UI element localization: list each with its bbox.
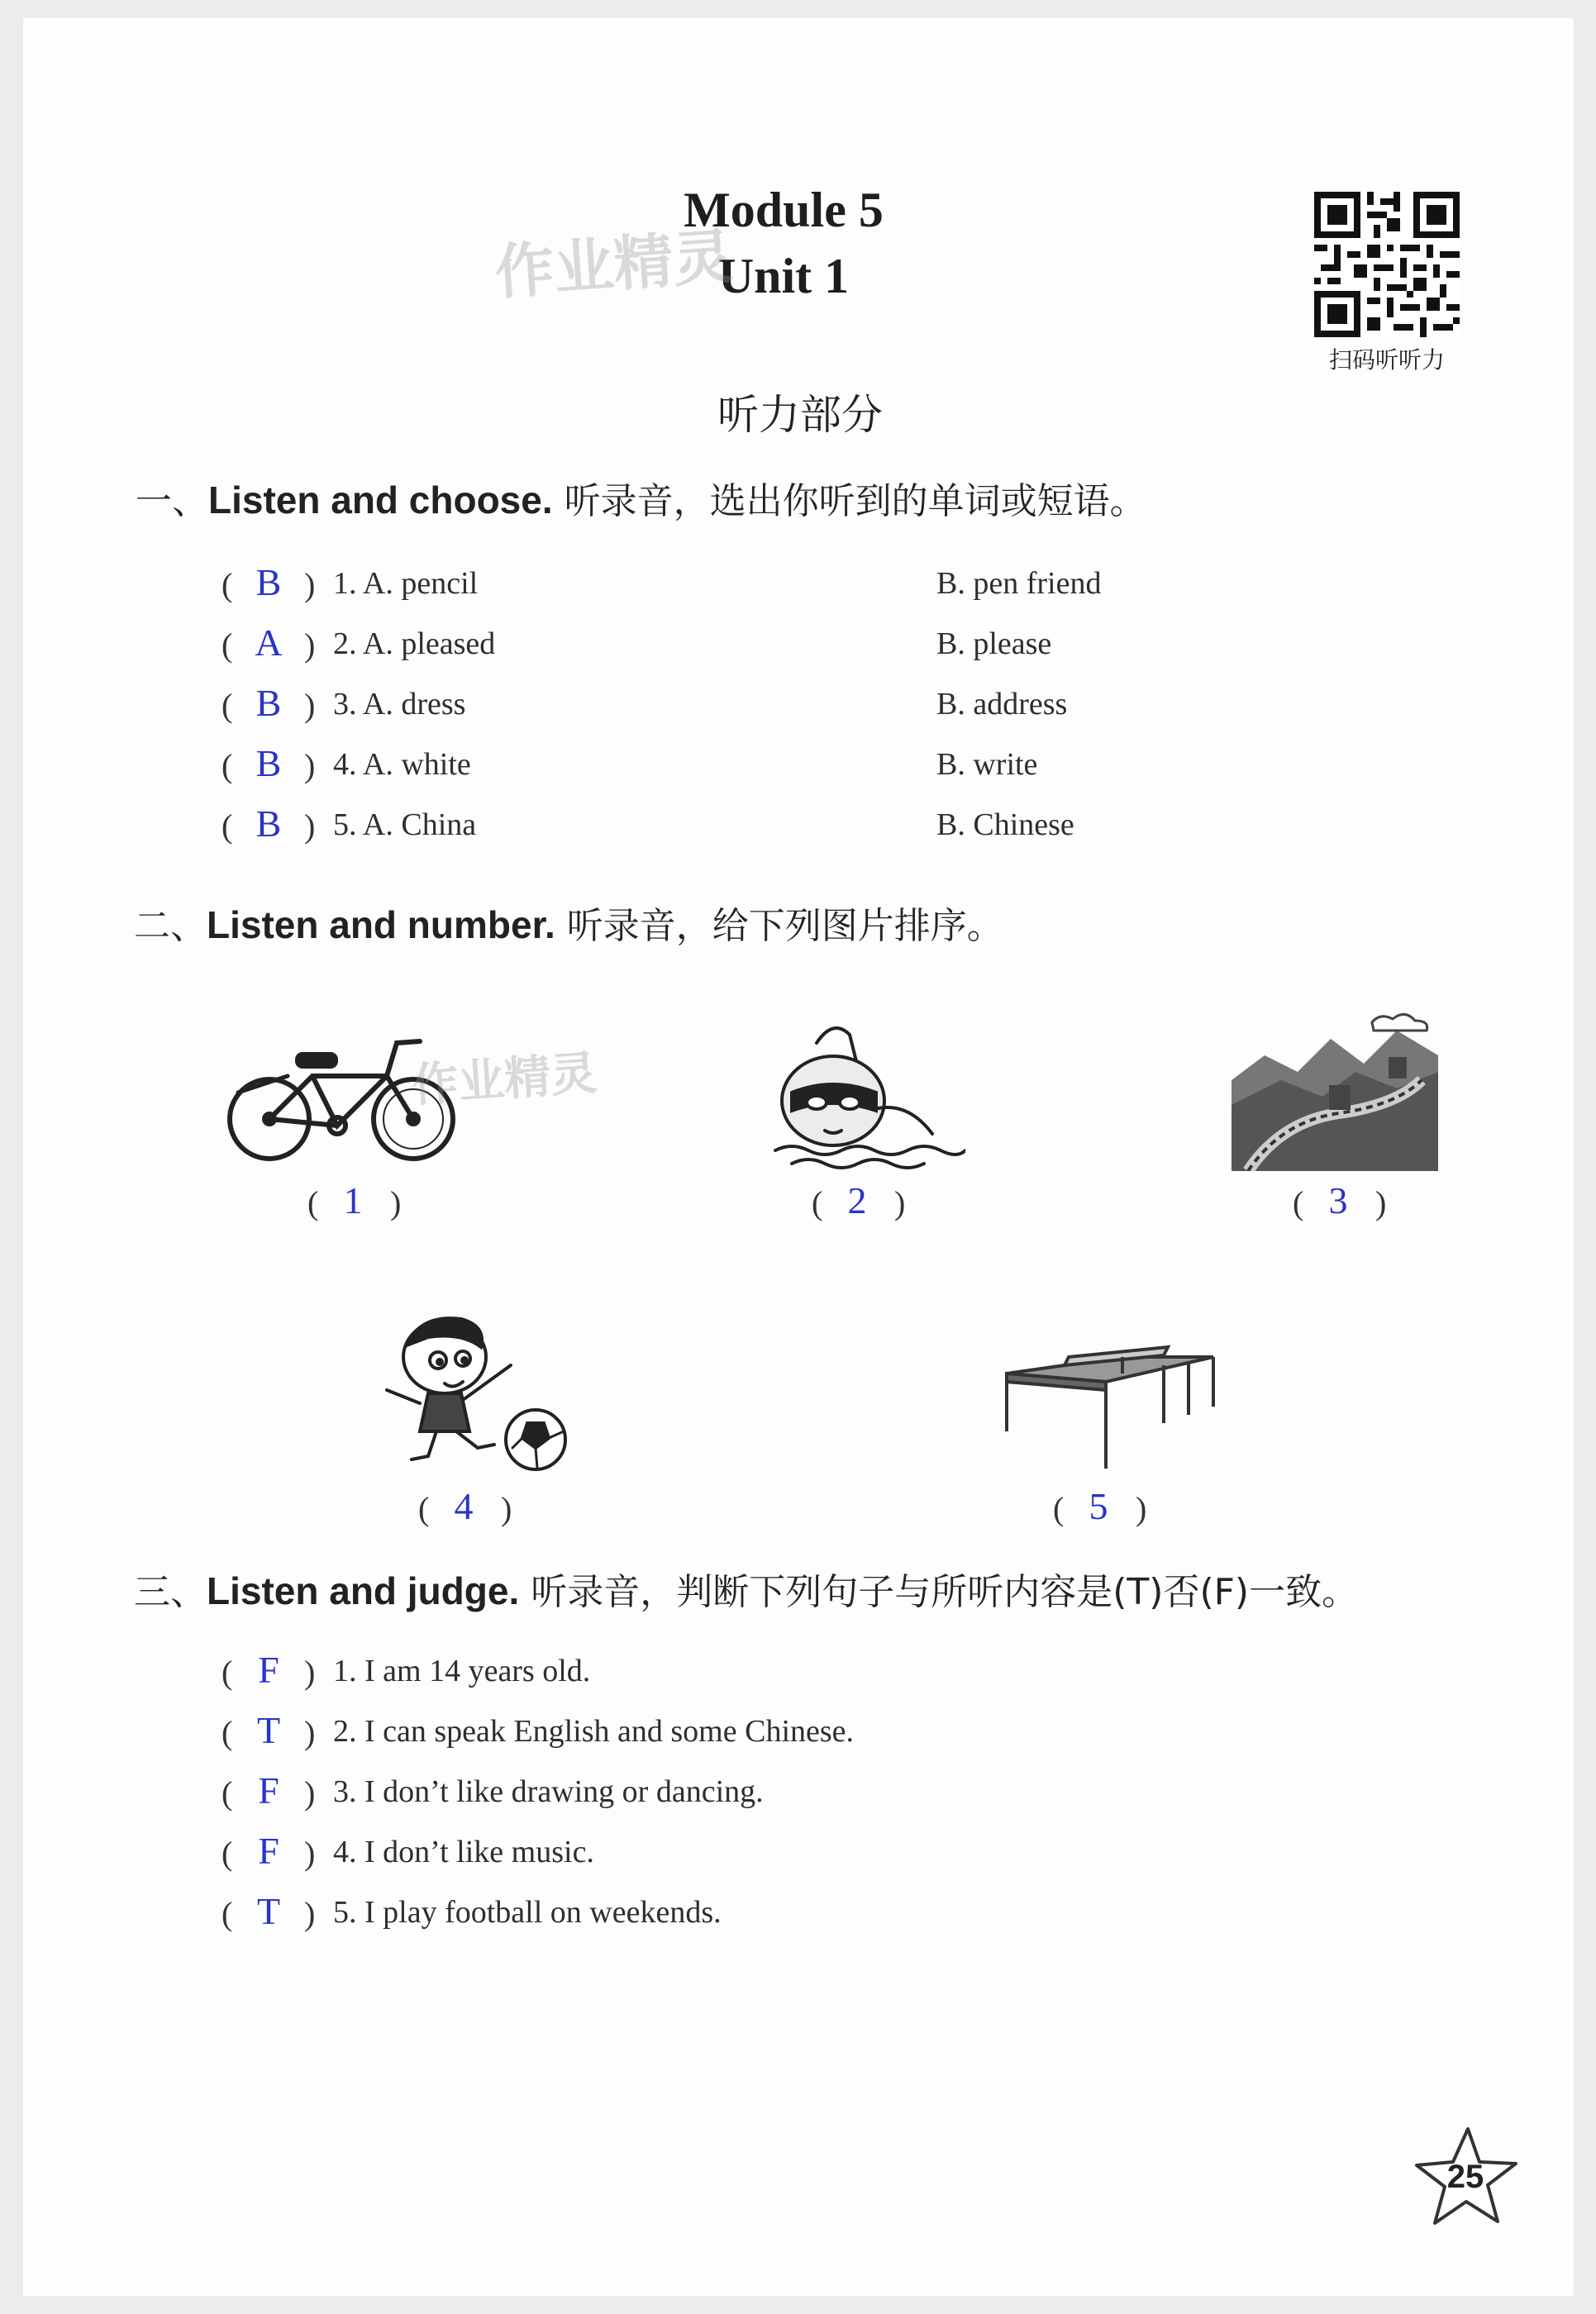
part2-number: 二、 [134,905,207,947]
watermark-top: 作业精灵 [492,221,736,307]
sentence-text: 2. I can speak English and some Chinese. [333,1714,855,1749]
answer-blank[interactable]: A [255,621,283,664]
part3-number: 三、 [134,1571,207,1613]
qr-label: 扫码听听力 [1328,346,1445,374]
option-b-text: B. write [936,747,1038,782]
sentence-text: 5. I play football on weekends. [333,1895,722,1930]
answer-blank[interactable]: B [255,742,282,784]
answer-blank[interactable]: 2 [847,1179,867,1221]
part1-title-cn: 听录音，选出你听到的单词或短语。 [564,480,1146,522]
part3-title-cn: 听录音，判断下列句子与所听内容是(T)否(F)一致。 [531,1571,1359,1613]
answer-blank[interactable]: T [256,1709,281,1751]
workbook-page: Module 5 Unit 1 作业精灵 扫码听听力 听力部分 一、Listen and choose. 听录音，选出你听到的单词或短语。 ( B ) 1. A. pencil B. pen friend ( A ) 2. A. pleased B. please ( B ) 3. A. dress B. address ( B ) 4. A. white B. write ( B ) 5. A. China B. Chinese 二、Listen and number. 听录音，给下列图片排序。 作业精灵 ( 1 ) ( 2 ) ( 3 ) ( 4 ) ( 5 ) 三、Listen and judge. 听录音，判断下列句子与所听内容是(T)否(F)一致。 ( F ) 1. I am 14 years old. ( T ) 2. I can speak English and some Chinese. ( F ) 3. I don’t like drawing or dancing. ( F ) 4. I don’t like music. ( T ) 5. I play football on weekends. 25 [23,18,1574,2296]
answer-blank[interactable]: B [255,561,282,603]
part1-number: 一、 [136,480,208,522]
question-text: 5. A. China [333,807,477,842]
option-b-text: B. Chinese [936,807,1074,842]
option-b-text: B. pen friend [936,566,1102,601]
answer-blank[interactable]: F [258,1769,279,1812]
section-title: 听力部分 [717,391,883,439]
answer-blank[interactable]: 4 [454,1485,474,1527]
answer-blank[interactable]: T [256,1890,281,1932]
question-text: 2. A. pleased [333,626,496,661]
question-text: 1. A. pencil [333,566,479,601]
great-wall-icon [1232,1006,1438,1171]
watermark-middle: 作业精灵 [410,1046,599,1113]
option-b-text: B. address [936,687,1068,721]
part1-title-en: Listen and choose. [208,479,553,521]
part3-title-en: Listen and judge. [207,1569,520,1612]
answer-blank[interactable]: 3 [1328,1179,1348,1221]
part3-heading [134,1562,1358,1615]
answer-blank[interactable]: F [258,1649,279,1691]
answer-blank[interactable]: 1 [343,1179,363,1221]
picture-5-number: ( 5 ) [1053,1485,1147,1527]
sentence-text: 4. I don’t like music. [333,1835,594,1869]
picture-3-number: ( 3 ) [1293,1179,1387,1221]
part2-title-cn: 听录音，给下列图片排序。 [566,905,1003,947]
ping-pong-table-icon [998,1332,1222,1473]
swimmer-icon [767,1010,965,1175]
sentence-text: 1. I am 14 years old. [333,1654,591,1688]
answer-blank[interactable]: B [255,682,282,724]
answer-blank[interactable]: B [255,802,282,845]
qr-code-icon[interactable] [1314,192,1460,337]
question-text: 4. A. white [333,747,471,782]
football-boy-icon [370,1307,593,1473]
answer-blank[interactable]: 5 [1089,1485,1108,1527]
question-text: 3. A. dress [333,687,466,721]
part1-heading [136,471,1146,524]
page-number: 25 [1446,2159,1484,2195]
answer-blank[interactable]: F [258,1830,279,1872]
unit-title: Unit 1 [717,249,850,303]
module-title: Module 5 [684,183,884,237]
sentence-text: 3. I don’t like drawing or dancing. [333,1774,764,1809]
part2-title-en: Listen and number. [207,903,555,946]
option-b-text: B. please [936,626,1052,661]
picture-1-number: ( 1 ) [307,1179,402,1221]
picture-4-number: ( 4 ) [418,1485,512,1527]
picture-2-number: ( 2 ) [812,1179,906,1221]
part2-heading [134,896,1003,949]
